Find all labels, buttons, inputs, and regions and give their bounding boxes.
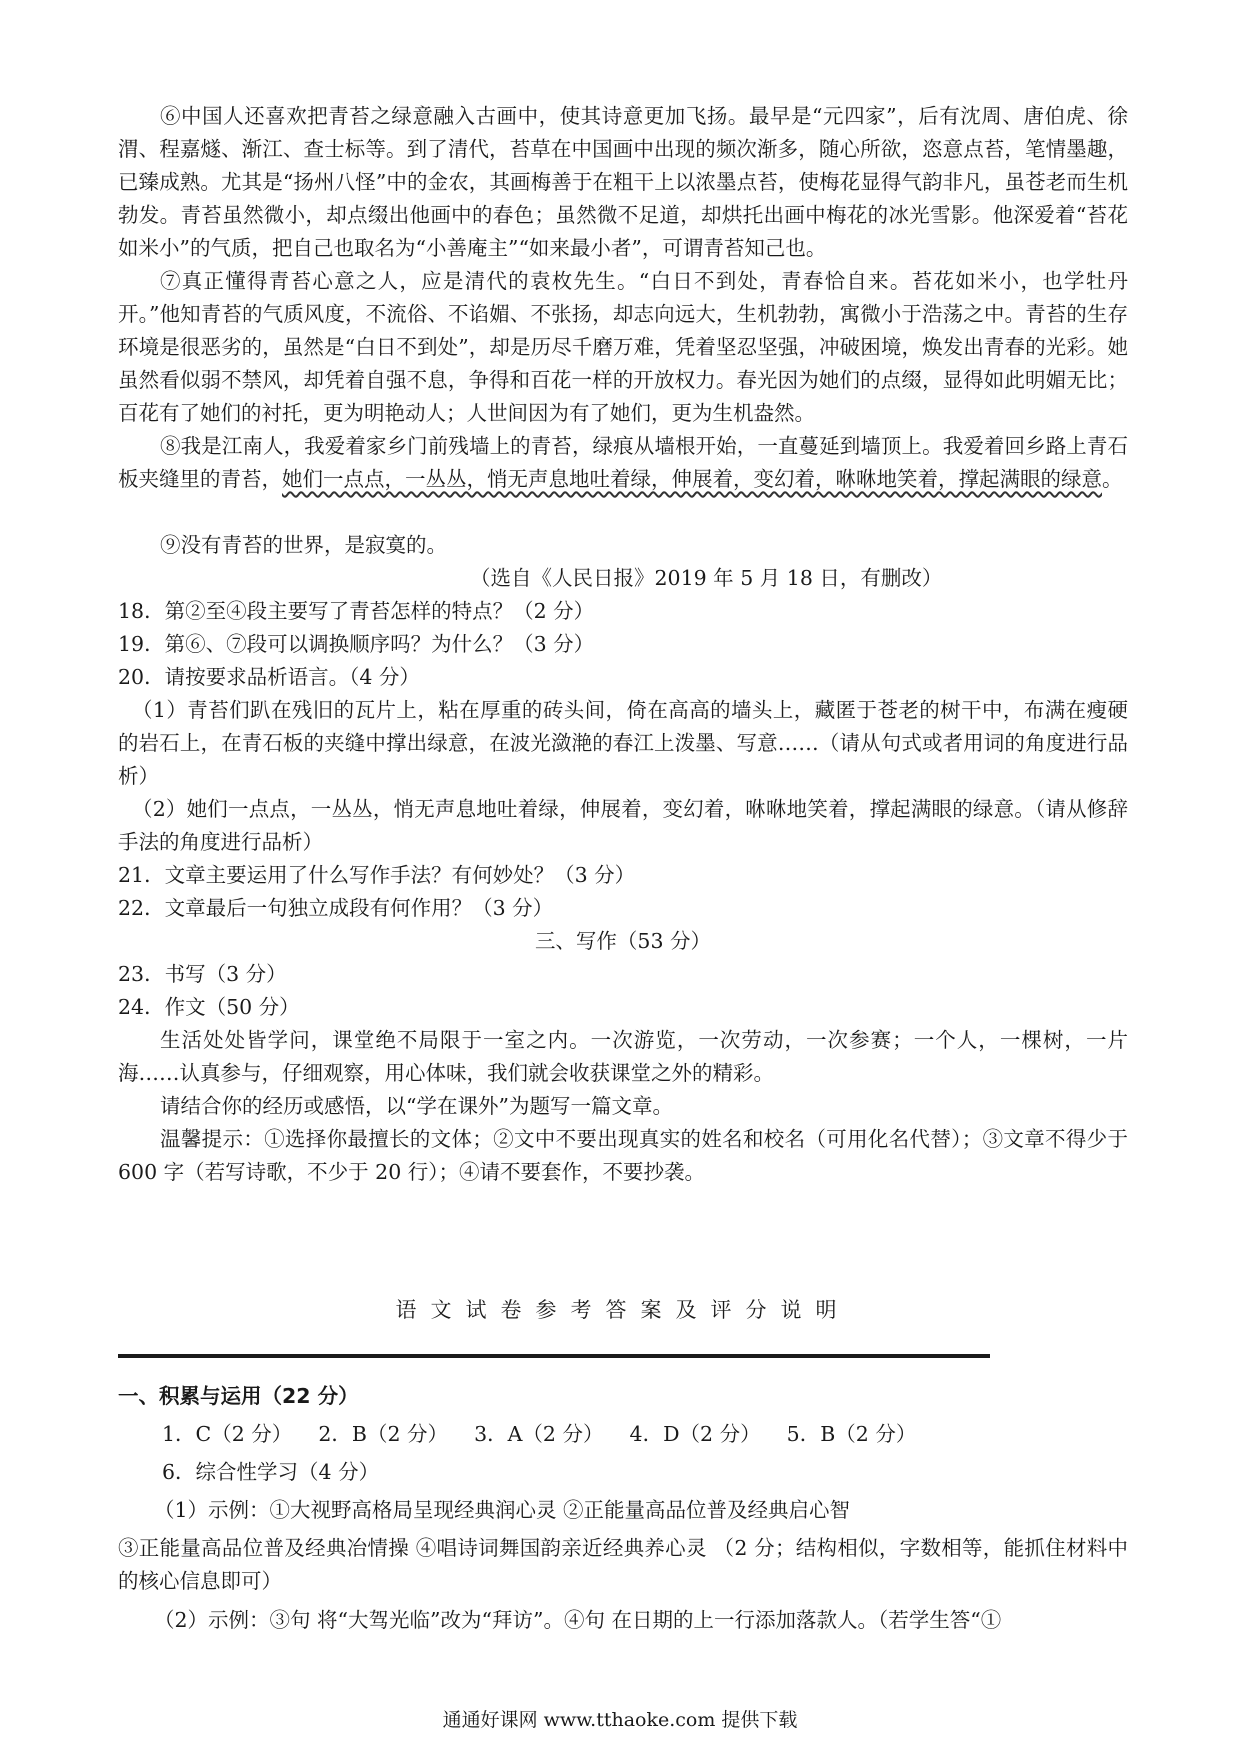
essay-prompt: 生活处处皆学问，课堂绝不局限于一室之内。一次游览，一次劳动，一次参赛；一个人，一棵树，一片海……认真参与，仔细观察，用心体味，我们就会收获课堂之外的精彩。 xyxy=(118,1028,1128,1085)
footer-watermark: 通通好课网 www.tthaoke.com 提供下载 xyxy=(442,1709,798,1731)
divider-line xyxy=(118,1354,990,1358)
answer-section-1-heading: 一、积累与运用（22 分） xyxy=(118,1384,359,1408)
paragraph-9: ⑨没有青苔的世界，是寂寞的。 xyxy=(160,533,447,557)
answer-6-part-2: （2）示例：③句 将“大驾光临”改为“拜访”。④句 在日期的上一行添加落款人。（若学生答“① xyxy=(154,1608,1002,1632)
question-24: 24．作文（50 分） xyxy=(118,995,300,1019)
answer-key-title: 语文试卷参考答案及评分说明 xyxy=(395,1298,851,1322)
answer-row-1-5: 1．C（2 分） 2．B（2 分） 3．A（2 分） 4．D（2 分） 5．B（2 分） xyxy=(162,1422,917,1446)
wavy-underlined-sentence: 她们一点点，一丛丛，悄无声息地吐着绿，伸展着，变幻着，咻咻地笑着，撑起满眼的绿意 xyxy=(282,467,1102,491)
essay-instruction: 请结合你的经历或感悟，以“学在课外”为题写一篇文章。 xyxy=(160,1094,673,1118)
paragraph-6: ⑥中国人还喜欢把青苔之绿意融入古画中，使其诗意更加飞扬。最早是“元四家”，后有沈周、唐伯虎、徐渭、程嘉燧、渐江、查士标等。到了清代，苔草在中国画中出现的频次渐多，随心所欲，恣意点苔，笔情墨趣，已臻成熟。尤其是“扬州八怪”中的金农，其画梅善于在粗干上以浓墨点苔，使梅花显得气韵非凡，虽苍老而生机勃发。青苔虽然微小，却点缀出他画中的春色；虽然微不足道，却烘托出画中梅花的冰光雪影。他深爱着“苔花如米小”的气质，把自己也取名为“小善庵主”“如来最小者”，可谓青苔知己也。 xyxy=(118,104,1128,260)
paragraph-7: ⑦真正懂得青苔心意之人，应是清代的袁枚先生。“白日不到处，青春恰自来。苔花如米小，也学牡丹开。”他知青苔的气质风度，不流俗、不谄媚、不张扬，却志向远大，生机勃勃，寓微小于浩荡之中。青苔的生存环境是很恶劣的，虽然是“白日不到处”，却是历尽千磨万难，凭着坚忍坚强，冲破困境，焕发出青春的光彩。她虽然看似弱不禁风，却凭着自强不息，争得和百花一样的开放权力。春光因为她们的点缀，显得如此明媚无比；百花有了她们的衬托，更为明艳动人；人世间因为有了她们，更为生机盎然。 xyxy=(118,269,1128,425)
question-23: 23．书写（3 分） xyxy=(118,962,287,986)
article-source: （选自《人民日报》2019 年 5 月 18 日，有删改） xyxy=(470,566,943,590)
answer-6-part-1: （1）示例：①大视野高格局呈现经典润心灵 ②正能量高品位普及经典启心智 xyxy=(154,1498,851,1522)
question-22: 22．文章最后一句独立成段有何作用？（3 分） xyxy=(118,896,554,920)
question-21: 21．文章主要运用了什么写作手法？有何妙处？（3 分） xyxy=(118,863,636,887)
answer-item-6: 6．综合性学习（4 分） xyxy=(162,1460,380,1484)
paragraph-8-text: ⑧我是江南人，我爱着家乡门前残墙上的青苔，绿痕从墙根开始，一直蔓延到墙顶上。我爱着回乡路上青石板夹缝里的青苔， xyxy=(118,434,1128,491)
question-20: 20．请按要求品析语言。（4 分） xyxy=(118,665,420,689)
essay-tips: 温馨提示：①选择你最擅长的文体；②文中不要出现真实的姓名和校名（可用化名代替）；③文章不得少于 600 字（若写诗歌，不少于 20 行）；④请不要套作，不要抄袭。 xyxy=(118,1127,1128,1184)
paragraph-8 xyxy=(118,430,1128,496)
question-19: 19．第⑥、⑦段可以调换顺序吗？为什么？（3 分） xyxy=(118,632,595,656)
writing-section-title: 三、写作（53 分） xyxy=(534,929,712,953)
paragraph-8-end: 。 xyxy=(1102,467,1123,491)
answer-6-part-1-cont: ③正能量高品位普及经典冶情操 ④唱诗词舞国韵亲近经典养心灵 （2 分；结构相似，字数相等，能抓住材料中的核心信息即可） xyxy=(118,1536,1128,1593)
question-20-part-1: （1）青苔们趴在残旧的瓦片上，粘在厚重的砖头间，倚在高高的墙头上，藏匿于苍老的树干中，布满在瘦硬的岩石上，在青石板的夹缝中撑出绿意，在波光潋滟的春江上泼墨、写意……（请从句式或者用词的角度进行品析） xyxy=(118,698,1128,788)
question-20-part-2: （2）她们一点点，一丛丛，悄无声息地吐着绿，伸展着，变幻着，咻咻地笑着，撑起满眼的绿意。（请从修辞手法的角度进行品析） xyxy=(118,797,1128,854)
question-18: 18．第②至④段主要写了青苔怎样的特点？（2 分） xyxy=(118,599,595,623)
